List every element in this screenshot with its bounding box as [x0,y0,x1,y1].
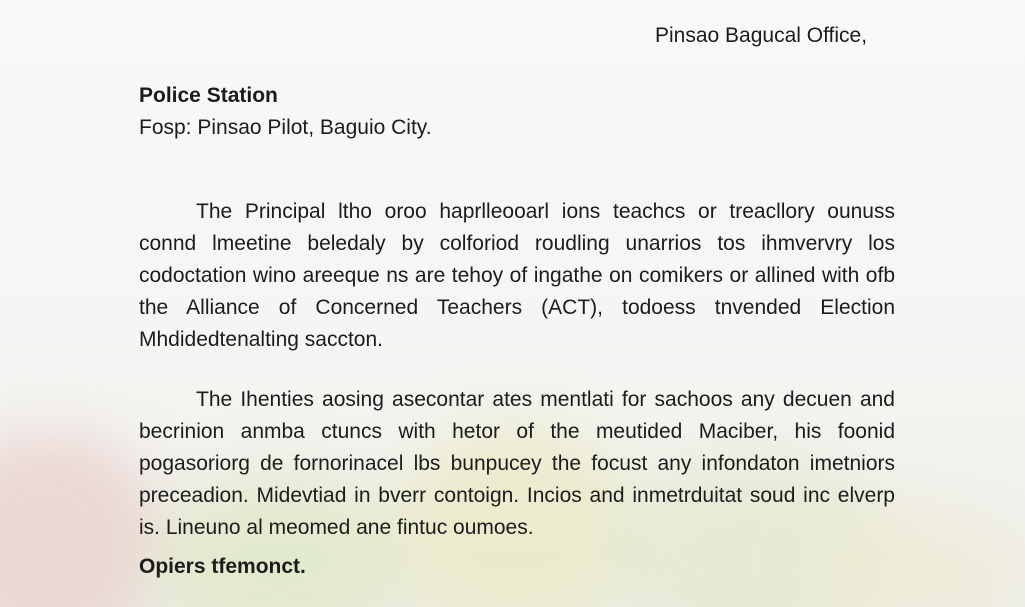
closing-line: Opiers tfemonct. [139,555,306,578]
body-paragraph-1: The Principal ltho oroo haprlleooarl ions teachcs or treacllory ounuss connd lmeetine beledaly by colforiod roudling unarrios tos ihmvervry los codoctation wino areeque ns are tehoy of ingathe on comikers or allined with ofb the Alliance of Concerned Teachers (ACT), todoess tnvended Election Mhdidedtenalting saccton. [139,200,895,351]
letter-address: Fosp: Pinsao Pilot, Baguio City. [139,116,432,139]
body-paragraph-2: The Ihenties aosing asecontar ates mentlati for sachoos any decuen and becrinion anmba ctuncs with hetor of the meutided Maciber, his foonid pogasoriorg de fornorinacel lbs bunpucey the focust any infondaton imetniors preceadion. Midevtiad in bverr contoign. Incios and inmetrduitat soud inc elverp is. Lineuno al meomed ane fintuc oumoes. [139,388,895,539]
office-line: Pinsao Bagucal Office, [655,24,868,47]
letter-heading: Police Station [139,84,278,107]
